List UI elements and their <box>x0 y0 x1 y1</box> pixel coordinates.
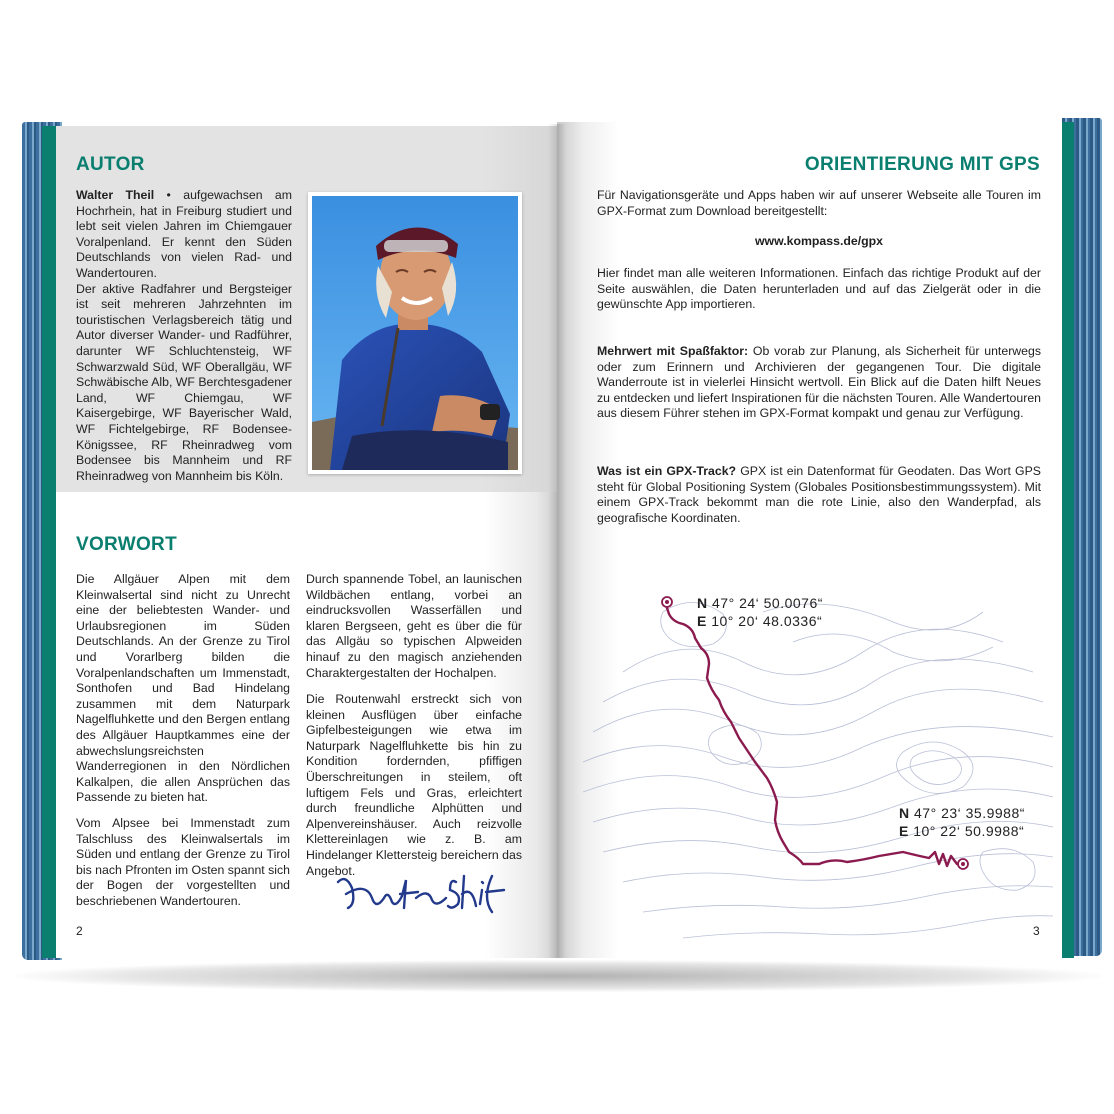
end-coordinates: N 47° 23‘ 35.9988“ E 10° 22‘ 50.9988“ <box>899 805 1025 839</box>
author-photo <box>312 196 518 470</box>
gpx-track-label: Was ist ein GPX-Track? <box>597 464 737 478</box>
page-number-left: 2 <box>76 924 83 938</box>
page-number-right: 3 <box>1033 924 1040 938</box>
end-longitude: 10° 22‘ 50.9988“ <box>913 823 1025 839</box>
right-page <box>557 122 1074 958</box>
foreword-col1-p1: Die Allgäuer Alpen mit dem Kleinwalsertal sind nicht zu Unrecht eine der beliebtesten Wander- und Urlaubsregionen im Süden Deutschlands. An der Grenze zu Tirol und Vorarlberg bilden die Voralpenlandschaften um Immenstadt, Sonthofen und Bad Hindelang zusammen mit dem Naturpark Nagelfluhkette und den Bergen entlang des Allgäuer Hauptkammes eine der abwechslungsreichsten Wanderregionen in den Nördlichen Kalkalpen, die allen Ansprüchen das Passende zu bieten hat. <box>76 572 290 805</box>
author-heading: AUTOR <box>76 154 145 175</box>
mehrwert-label: Mehrwert mit Spaßfaktor: <box>597 344 749 358</box>
left-page <box>42 126 557 958</box>
book-shadow <box>14 960 1102 992</box>
gps-heading: ORIENTIERUNG MIT GPS <box>804 154 1040 175</box>
end-latitude: 47° 23‘ 35.9988“ <box>914 805 1025 821</box>
author-name: Walter Theil <box>76 188 155 202</box>
start-latitude: 47° 24‘ 50.0076“ <box>712 595 823 611</box>
author-photo-illustration <box>312 196 518 470</box>
right-accent-band <box>1062 122 1074 958</box>
gps-info: Hier findet man alle weiteren Informationen. Einfach das richtige Produkt auf der Seite auswählen, die Daten herunterladen und auf das Zielgerät oder in die gewünschte App importieren. <box>597 266 1041 312</box>
contour-lines <box>583 602 1053 938</box>
author-bio-career: Der aktive Radfahrer und Bergsteiger ist seit mehreren Jahrzehnten im touristischen Verlagsbereich tätig und Autor diverser Wander- und Radführer, darunter WF Schluchtensteig, WF Schwarzwald Süd, WF Oberallgäu, WF Schwäbische Alb, WF Berchtesgadener Land, WF Chiemgau, WF Kaisergebirge, WF Bayerischer Wald, WF Fichtelgebirge, RF Bodensee-Königssee, RF Rheinradweg vom Bodensee bis Mannheim und RF Rheinradweg von Mannheim bis Köln. <box>76 281 292 483</box>
foreword-col2-p1: Durch spannende Tobel, an launischen Wildbächen entlang, vorbei an eindrucksvollen Wasserfällen und klaren Bergseen, geht es über die für das Allgäu so typischen Alpweiden hinauf zu den magisch anziehenden Charaktergestalten der Hochalpen. <box>306 572 522 680</box>
gpx-url: www.kompass.de/gpx <box>754 234 883 248</box>
author-bio: Walter Theil • aufgewachsen am Hochrhein, hat in Freiburg studiert und lebt seit vielen Jahren im Chiemgauer Voralpenland. Er kennt den Süden Deutschlands von vielen Rad- und Wandertouren. Der aktive Radfahrer und Bergsteiger ist seit mehreren Jahrzehnten im touristischen Verlagsbereich tätig und Autor diverser Wander- und Radführer, darunter WF Schluchtensteig, WF Schwarzwald Süd, WF Oberallgäu, WF Schwäbische Alb, WF Berchtesgadener Land, WF Chiemgau, WF Kaisergebirge, WF Bayerischer Wald, WF Fichtelgebirge, RF Bodensee-Königssee, RF Rheinradweg vom Bodensee bis Mannheim und RF Rheinradweg von Mannheim bis Köln. <box>76 188 292 483</box>
foreword-heading: VORWORT <box>76 534 177 555</box>
foreword-col1-p2: Vom Alpsee bei Immenstadt zum Talschluss des Kleinwalsertals im Süden und entlang der Grenze zu Tirol bis nach Pfronten im Osten spannt sich der Bogen der vorgestellten und beschriebenen Wandertouren. <box>76 816 290 908</box>
foreword-col2-p2: Die Routenwahl erstreckt sich von kleinen Ausflügen über einfache Gipfelbesteigungen wie etwa im Naturpark Nagelfluhkette bis hin zu Kondition fordernden, pfiffigen Überschreitungen in steilem, oft luftigem Fels und Gras, erleichtert durch freundliche Alphütten und Alpenvereinshäuser. Auch reizvolle Klettereinlagen wie z. B. am Hindelanger Klettersteig bereichern das Angebot. <box>306 692 523 878</box>
book-spine <box>548 124 566 958</box>
author-signature <box>332 868 518 918</box>
gpx-track-paragraph: Was ist ein GPX-Track? GPX ist ein Datenformat für Geodaten. Das Wort GPS steht für Global Positioning System (Globales Positionsbestimmungssystem). Mit einem GPX-Track bekommt man die rote Linie, also den Wanderpfad, als geografische Koordinaten. <box>597 464 1041 525</box>
left-accent-band <box>42 126 56 958</box>
gps-intro: Für Navigationsgeräte und Apps haben wir auf unserer Webseite alle Touren im GPX-Format zum Download bereitgestellt: <box>597 188 1041 218</box>
start-longitude: 10° 20‘ 48.0336“ <box>711 613 823 629</box>
mehrwert-paragraph: Mehrwert mit Spaßfaktor: Ob vorab zur Planung, als Sicherheit für unterwegs oder zum Erinnern und Archivieren der gegangenen Tour. Die digitale Wanderroute ist in vielerlei Hinsicht wertvoll. Ein Blick auf die Daten hilft Neues zu entdecken und liefert Inspirationen für die nächsten Touren. Alle Wandertouren aus diesem Führer stehen im GPX-Format kompakt und genau zur Verfügung. <box>597 344 1041 421</box>
start-coordinates: N 47° 24‘ 50.0076“ E 10° 20‘ 48.0336“ <box>697 595 823 629</box>
